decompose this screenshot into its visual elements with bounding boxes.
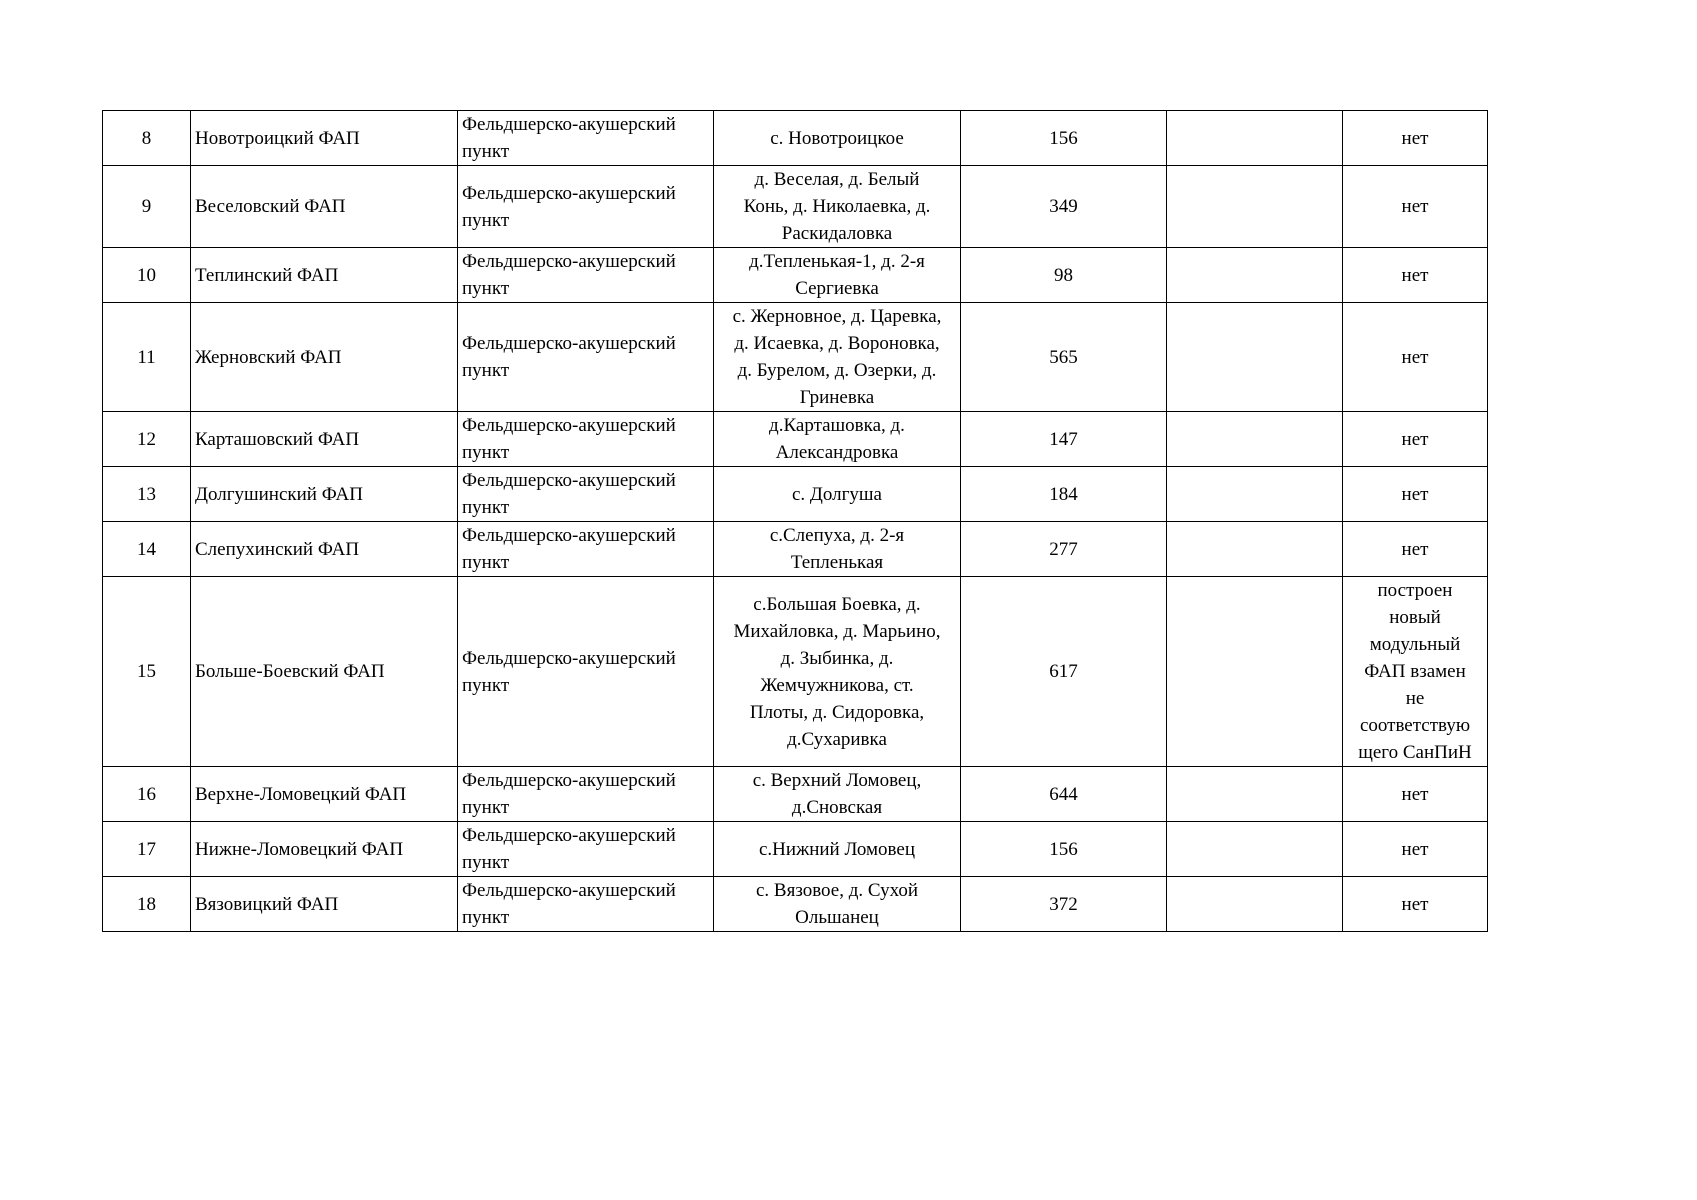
- table-row: [103, 877, 1488, 932]
- population-cell: 277: [961, 522, 1167, 577]
- population-cell: 565: [961, 303, 1167, 412]
- empty-cell: [1167, 522, 1343, 577]
- settlements-cell: [714, 522, 961, 577]
- settlement-line: с.Нижний Ломовец: [759, 838, 915, 860]
- facility-type-line: Фельдшерско-акушерский: [462, 182, 676, 204]
- settlements-cell: [714, 248, 961, 303]
- settlement-line: Раскидаловка: [781, 223, 893, 244]
- facility-type-line: пункт: [462, 497, 510, 518]
- settlement-line: Ольшанец: [795, 907, 879, 928]
- empty-cell: [1167, 303, 1343, 412]
- note-line: соответствую: [1359, 715, 1471, 736]
- facility-type-cell: [458, 303, 714, 412]
- facility-type-line: Фельдшерско-акушерский: [462, 470, 676, 491]
- settlement-line: д. Бурелом, д. Озерки, д.: [737, 360, 937, 381]
- note-line: нет: [1401, 783, 1429, 805]
- facility-type-cell: [458, 412, 714, 467]
- empty-cell: [1167, 467, 1343, 522]
- facility-name-cell: Слепухинский ФАП: [191, 522, 458, 577]
- population-cell: 156: [961, 111, 1167, 166]
- facility-type-line: Фельдшерско-акушерский: [462, 825, 676, 846]
- note-cell: [1343, 822, 1488, 877]
- settlements-cell: [714, 767, 961, 822]
- facility-type-line: пункт: [462, 442, 510, 463]
- note-line: нет: [1401, 483, 1429, 505]
- note-cell: [1343, 248, 1488, 303]
- facility-type-cell: [458, 522, 714, 577]
- facility-type-line: Фельдшерско-акушерский: [462, 647, 676, 669]
- note-cell: [1343, 577, 1488, 767]
- row-number-cell: 10: [103, 248, 191, 303]
- note-line: нет: [1401, 838, 1429, 860]
- facility-name-cell: Теплинский ФАП: [191, 248, 458, 303]
- row-number-cell: 15: [103, 577, 191, 767]
- population-cell: 372: [961, 877, 1167, 932]
- table-row: [103, 577, 1488, 767]
- facility-type-cell: [458, 822, 714, 877]
- facility-type-line: пункт: [462, 797, 510, 818]
- table-row: [103, 303, 1488, 412]
- note-line: нет: [1401, 196, 1429, 217]
- empty-cell: [1167, 111, 1343, 166]
- empty-cell: [1167, 248, 1343, 303]
- facility-type-line: пункт: [462, 278, 510, 299]
- facility-type-line: Фельдшерско-акушерский: [462, 880, 676, 901]
- note-line: построен: [1377, 580, 1453, 601]
- settlement-line: с. Долгуша: [792, 483, 882, 505]
- settlements-cell: [714, 303, 961, 412]
- facility-type-line: пункт: [462, 674, 510, 696]
- settlement-line: Александровка: [775, 442, 899, 463]
- note-line: новый: [1389, 607, 1441, 628]
- row-number-cell: 13: [103, 467, 191, 522]
- population-cell: 644: [961, 767, 1167, 822]
- note-cell: [1343, 767, 1488, 822]
- settlement-line: д.Сновская: [791, 797, 883, 818]
- note-line: нет: [1401, 538, 1429, 560]
- settlement-line: д. Исаевка, д. Вороновка,: [734, 333, 940, 354]
- facility-type-line: Фельдшерско-акушерский: [462, 770, 676, 791]
- note-cell: [1343, 522, 1488, 577]
- settlements-cell: [714, 577, 961, 767]
- settlement-line: Гриневка: [799, 387, 875, 408]
- facility-type-cell: [458, 577, 714, 767]
- population-cell: 156: [961, 822, 1167, 877]
- facility-name-cell: Веселовский ФАП: [191, 166, 458, 248]
- table-row: [103, 248, 1488, 303]
- facility-name-cell: Долгушинский ФАП: [191, 467, 458, 522]
- facility-type-line: пункт: [462, 852, 510, 873]
- settlement-line: с. Новотроицкое: [770, 127, 904, 149]
- empty-cell: [1167, 166, 1343, 248]
- row-number-cell: 16: [103, 767, 191, 822]
- table-row: [103, 767, 1488, 822]
- settlements-cell: [714, 467, 961, 522]
- row-number-cell: 14: [103, 522, 191, 577]
- population-cell: 349: [961, 166, 1167, 248]
- note-cell: [1343, 166, 1488, 248]
- facility-type-cell: [458, 111, 714, 166]
- note-cell: [1343, 111, 1488, 166]
- settlements-cell: [714, 822, 961, 877]
- note-line: нет: [1401, 346, 1429, 368]
- note-cell: [1343, 412, 1488, 467]
- settlement-line: с. Верхний Ломовец,: [752, 770, 922, 791]
- note-line: нет: [1401, 264, 1429, 286]
- settlement-line: с.Большая Боевка, д.: [753, 593, 921, 615]
- facility-type-cell: [458, 767, 714, 822]
- empty-cell: [1167, 877, 1343, 932]
- facility-type-cell: [458, 166, 714, 248]
- note-line: модульный: [1369, 634, 1461, 655]
- facility-type-line: Фельдшерско-акушерский: [462, 415, 676, 436]
- settlements-cell: [714, 111, 961, 166]
- row-number-cell: 11: [103, 303, 191, 412]
- table-row: [103, 522, 1488, 577]
- settlement-line: Тепленькая: [790, 552, 884, 573]
- facility-type-line: Фельдшерско-акушерский: [462, 251, 676, 272]
- facility-type-line: пункт: [462, 552, 510, 573]
- settlement-line: с. Вязовое, д. Сухой: [755, 880, 919, 901]
- facility-type-line: пункт: [462, 209, 510, 231]
- facility-type-line: пункт: [462, 141, 510, 162]
- note-line: нет: [1401, 127, 1429, 149]
- settlement-line: д.Карташовка, д.: [769, 415, 905, 436]
- row-number-cell: 8: [103, 111, 191, 166]
- row-number-cell: 12: [103, 412, 191, 467]
- table-row: [103, 822, 1488, 877]
- facility-type-cell: [458, 248, 714, 303]
- row-number-cell: 18: [103, 877, 191, 932]
- row-number-cell: 17: [103, 822, 191, 877]
- settlements-cell: [714, 877, 961, 932]
- settlements-cell: [714, 166, 961, 248]
- table-row: [103, 166, 1488, 248]
- fap-table: [102, 110, 1488, 932]
- settlement-line: с.Слепуха, д. 2-я: [769, 525, 905, 546]
- empty-cell: [1167, 412, 1343, 467]
- settlement-line: Плоты, д. Сидоровка,: [749, 701, 925, 723]
- empty-cell: [1167, 767, 1343, 822]
- facility-name-cell: Вязовицкий ФАП: [191, 877, 458, 932]
- facility-name-cell: Новотроицкий ФАП: [191, 111, 458, 166]
- facility-type-line: пункт: [462, 360, 510, 381]
- facility-type-line: пункт: [462, 907, 510, 928]
- facility-type-line: Фельдшерско-акушерский: [462, 114, 676, 135]
- settlement-line: д.Тепленькая-1, д. 2-я: [749, 251, 925, 272]
- population-cell: 98: [961, 248, 1167, 303]
- note-cell: [1343, 467, 1488, 522]
- note-cell: [1343, 877, 1488, 932]
- settlement-line: Сергиевка: [795, 278, 879, 299]
- settlement-line: Конь, д. Николаевка, д.: [743, 196, 931, 217]
- note-cell: [1343, 303, 1488, 412]
- empty-cell: [1167, 577, 1343, 767]
- settlements-cell: [714, 412, 961, 467]
- facility-name-cell: Карташовский ФАП: [191, 412, 458, 467]
- settlement-line: д. Веселая, д. Белый: [754, 169, 920, 190]
- facility-type-cell: [458, 877, 714, 932]
- facility-name-cell: Нижне-Ломовецкий ФАП: [191, 822, 458, 877]
- facility-name-cell: Жерновский ФАП: [191, 303, 458, 412]
- note-line: не: [1405, 688, 1425, 709]
- facility-type-line: Фельдшерско-акушерский: [462, 525, 676, 546]
- settlement-line: д. Зыбинка, д.: [780, 647, 894, 669]
- population-cell: 147: [961, 412, 1167, 467]
- note-line: ФАП взамен: [1364, 661, 1466, 682]
- facility-type-cell: [458, 467, 714, 522]
- table-row: [103, 111, 1488, 166]
- note-line: нет: [1401, 893, 1429, 915]
- population-cell: 617: [961, 577, 1167, 767]
- table-row: [103, 412, 1488, 467]
- settlement-line: д.Сухаривка: [787, 728, 887, 750]
- row-number-cell: 9: [103, 166, 191, 248]
- empty-cell: [1167, 822, 1343, 877]
- note-line: нет: [1401, 428, 1429, 450]
- table-row: [103, 467, 1488, 522]
- table-body: [103, 111, 1488, 932]
- settlement-line: Михайловка, д. Марьино,: [733, 620, 941, 642]
- note-line: щего СанПиН: [1358, 742, 1472, 763]
- settlement-line: с. Жерновное, д. Царевка,: [732, 306, 942, 327]
- population-cell: 184: [961, 467, 1167, 522]
- facility-name-cell: Больше-Боевский ФАП: [191, 577, 458, 767]
- facility-name-cell: Верхне-Ломовецкий ФАП: [191, 767, 458, 822]
- settlement-line: Жемчужникова, ст.: [760, 674, 914, 696]
- facility-type-line: Фельдшерско-акушерский: [462, 333, 676, 354]
